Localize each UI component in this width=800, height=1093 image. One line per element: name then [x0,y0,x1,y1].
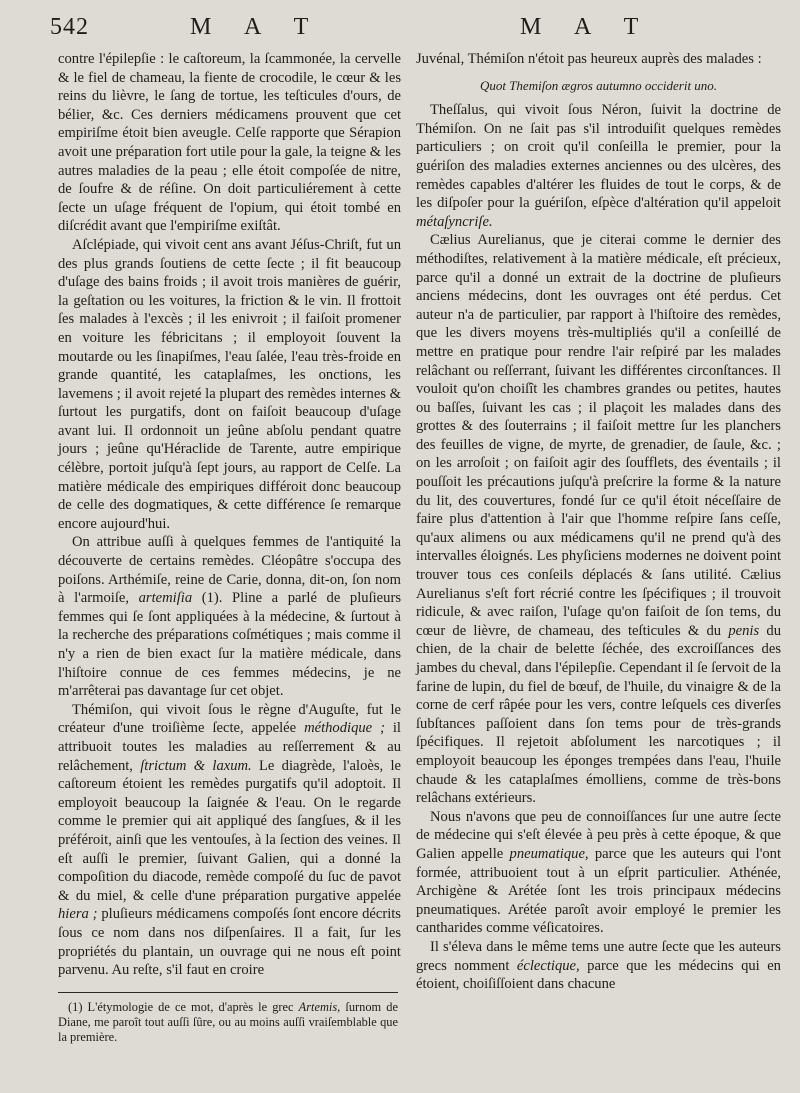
paragraph: Aſclépiade, qui vivoit cent ans avant Jéſus-Chriſt, fut un des plus grands ſoutiens de cette ſecte ; il fit beaucoup d'uſage des bains froids ; il avoit trois manières de guérir, la geſtation ou les voitures, la friction & le vin. Il frottoit ſes malades à l'excès ; il les enivroit ; il faiſoit promener en voiture les fébricitans ; il employoit ſouvent la moutarde ou les ſinapiſmes, l'eau ſalée, l'eau très-froide en grande quantité, les cataplaſmes, les onctions, les lavemens ; il avoit rejeté la plupart des remèdes internes & ſurtout les purgatifs, dont on faiſoit beaucoup d'uſage avant lui. Il ordonnoit un jeûne abſolu pendant quatre jours ; jeûne qu'Héraclide de Tarente, autre empirique célèbre, portoit juſqu'à ſept jours, au rapport de Celſe. La matière médicale des empiriques différoit donc beaucoup de celle des dogmatiques, & cette différence ſe remarque encore aujourd'hui. [58,236,401,532]
italic-term: métaſyncriſe. [416,213,493,230]
italic-term: ſtrictum & laxum. [140,757,252,774]
text-run: (1) L'étymologie de ce mot, d'après le grec [68,1000,294,1014]
italic-term: pneumatique, [509,845,589,862]
text-run: ſurnom de Diane, me paroît tout auſſi ſûre, ou au moins auſſi vraiſemblable que la première. [58,1000,398,1045]
running-head-left: M A T [190,14,323,40]
page-number: 542 [50,14,89,40]
right-column [416,50,781,994]
text-run: parce que les auteurs qui l'ont formée, attribuoient tout à un eſprit particulier. Athénée, Archigène & Arétée ſont les trois principaux médecins pneumatiques. Arétée paroît avoir employé le premier les cantharides comme véſicatoires. [416,845,782,937]
text-run: Thémiſon, qui vivoit ſous le règne d'Auguſte, fut le créateur d'une troiſième ſecte, appelée [58,701,401,737]
paragraph [416,101,781,231]
text-run: Il s'éleva dans le même tems une autre ſecte que les auteurs grecs nomment [416,938,781,974]
paragraph [416,938,781,994]
text-run: (1). Pline a parlé de pluſieurs femmes qui ſe ſont appliquées à la médecine, & ſurtout à la recherche des préparations coſmétiques ; mais comme il n'y a rien de bien exact ſur la matière médicale, dans l'hiſtoire connue de ces femmes médecins, je ne m'arrêterai pas davantage ſur cet objet. [58,590,401,700]
paragraph: contre l'épilepſie : le caſtoreum, la ſcammonée, la cervelle & le fiel de chameau, la fiente de crocodile, le cœur & les reins du lièvre, le ſang de tortue, les teſticules d'ours, de bélier, &c. Ces derniers médicamens prouvent que cet empiriſme étoit bien aveugle. Celſe rapporte que Sérapion avoit une préparation fort utile pour la gale, la teigne & les autres maladies de la peau ; elle étoit compoſée de nitre, de ſoufre & de réſine. On doit particuliérement à cette ſecte un uſage fréquent de l'opium, qui étoit tombé en diſcrédit avant que l'empiriſme exiſtât. [58,51,401,235]
text-run: On attribue auſſi à quelques femmes de l'antiquité la découverte de certains remèdes. Cléopâtre s'occupa des poiſons. Arthémiſe, reine de Carie, donna, dit-on, ſon nom à l'armoiſe, [58,534,401,607]
italic-term: hiera ; [58,906,98,923]
footnote-text [58,1000,398,1046]
footnote-rule [58,992,398,993]
text-run: pluſieurs médicamens compoſés ſont encore décrits ſous ce nom dans nos diſpenſaires. Il a fait, ſur les propriétés du plantain, un ouvrage qui ne nous eſt point parvenu. Au reſte, s'il faut en croire [58,906,401,979]
text-run: parce que les médecins qui en étoient, choiſiſſoient dans chacune [416,957,781,993]
page-header [0,14,800,44]
italic-term: méthodique ; [304,720,385,737]
paragraph [416,808,781,938]
italic-term: Artemis, [298,1000,341,1014]
text-run: il attribuoit toutes les maladies au reſſerrement & au relâchement, [58,720,401,774]
running-head-right: M A T [520,14,653,40]
text-run: Nous n'avons que peu de connoiſſances ſur une autre ſecte de médecine qui s'eſt élevée à peu près à cette époque, & que Galien appelle [416,808,781,862]
text-run: Le diagrède, l'aloès, le caſtoreum étoient les remèdes purgatifs qu'il adoptoit. Il employoit beaucoup la ſaignée & l'eau. On le regarde comme le premier qui ait appliqué des ſangſues, & il les préféroit, ainſi que les ventouſes, à la ſection des veines. Il eſt auſſi le premier, ſuivant Galien, qui a donné la compoſition du diacode, remède compoſé du ſuc de pavot & du miel, & celle d'une préparation purgative appelée [58,757,401,904]
latin-quote: Quot Themiſon ægros autumno occiderit uno. [479,77,718,93]
text-run: du chien, de la chair de belette ſéchée, des excroiſſances des jambes du cheval, dans l'épilepſie. Cependant il ſe ſervoit de la farine de lupin, du fiel de bœuf, de l'huile, du vinaigre & de la corne de cerf râpée pour les vers, contre leſquels ces diverſes ſubſtances paſſoient dans ſon tems pour de très-grands ſpécifiques. Il rejetoit abſolument les narcotiques ; il employoit beaucoup les éponges trempées dans l'eau, l'huile chaude & les cataplaſmes émolliens, comme de très-bons relâchans extérieurs. [416,622,781,807]
paragraph [58,701,401,980]
left-column [58,50,401,980]
italic-term: artemiſia [138,590,193,607]
text-run: Cælius Aurelianus, que je citerai comme le dernier des méthodiſtes, relativement à la matière médicale, eſt précieux, parce qu'il a donné un extrait de la doctrine de pluſieurs anciens médecins, dont les ouvrages ont été perdus. Cet auteur n'a de particulier, par rapport à l'hiſtoire des remèdes, que les divers moyens très-multipliés qu'il a conſeillé de mettre en pratique pour rendre l'air reſpiré par les malades relâchant ou reſſerrant, ſuivant les différentes circonſtances. Il vouloit qu'on choiſît les chambres grandes ou petites, hautes ou baſſes, ſuivant les cas ; il plaçoit les malades dans des grottes & des ſouterrains ; il faiſoit mettre ſur les planchers des feuilles de vigne, de myrte, de grenadier, de ſaule, &c. ; on les arroſoit ; on faiſoit agir des ſoufflets, des éventails ; il pouſſoit les précautions juſqu'à preſcrire la forme & la nature du lit, des couvertures, fondé ſur ce qu'il étoit néceſſaire de faire plus d'attention à l'air que l'homme reſpire ſans ceſſe, qu'aux alimens ou aux médicamens qu'il ne prend qu'à des intervalles éloignés. Les phyſiciens modernes ne doivent point trouver tous ces conſeils déplacés & ſans utilité. Cælius Aurelianus s'eſt fort récrié contre les ſpécifiques ; il trouvoit ridicule, & avec raiſon, l'uſage qu'on faiſoit de ſon tems, du cœur de lièvre, de chameau, des teſticules & du [416,232,781,639]
italic-term: éclectique, [516,957,580,974]
text-run: Theſſalus, qui vivoit ſous Néron, ſuivit la doctrine de Thémiſon. On ne ſait pas s'il introduiſit quelques remèdes particuliers ; on croit qu'il conſeilla le premier, pour la guériſon des maladies externes anciennes ou des ulcères, des remèdes capables d'altérer les fluides de tout le corps, & de les diſpoſer pour la guériſon, eſpèce d'altération qu'il appeloit [416,102,781,212]
italic-term: penis [728,622,760,639]
paragraph [416,231,781,807]
paragraph: Juvénal, Thémiſon n'étoit pas heureux auprès des malades : [416,51,762,67]
footnote [58,1000,398,1046]
paragraph [58,533,401,700]
